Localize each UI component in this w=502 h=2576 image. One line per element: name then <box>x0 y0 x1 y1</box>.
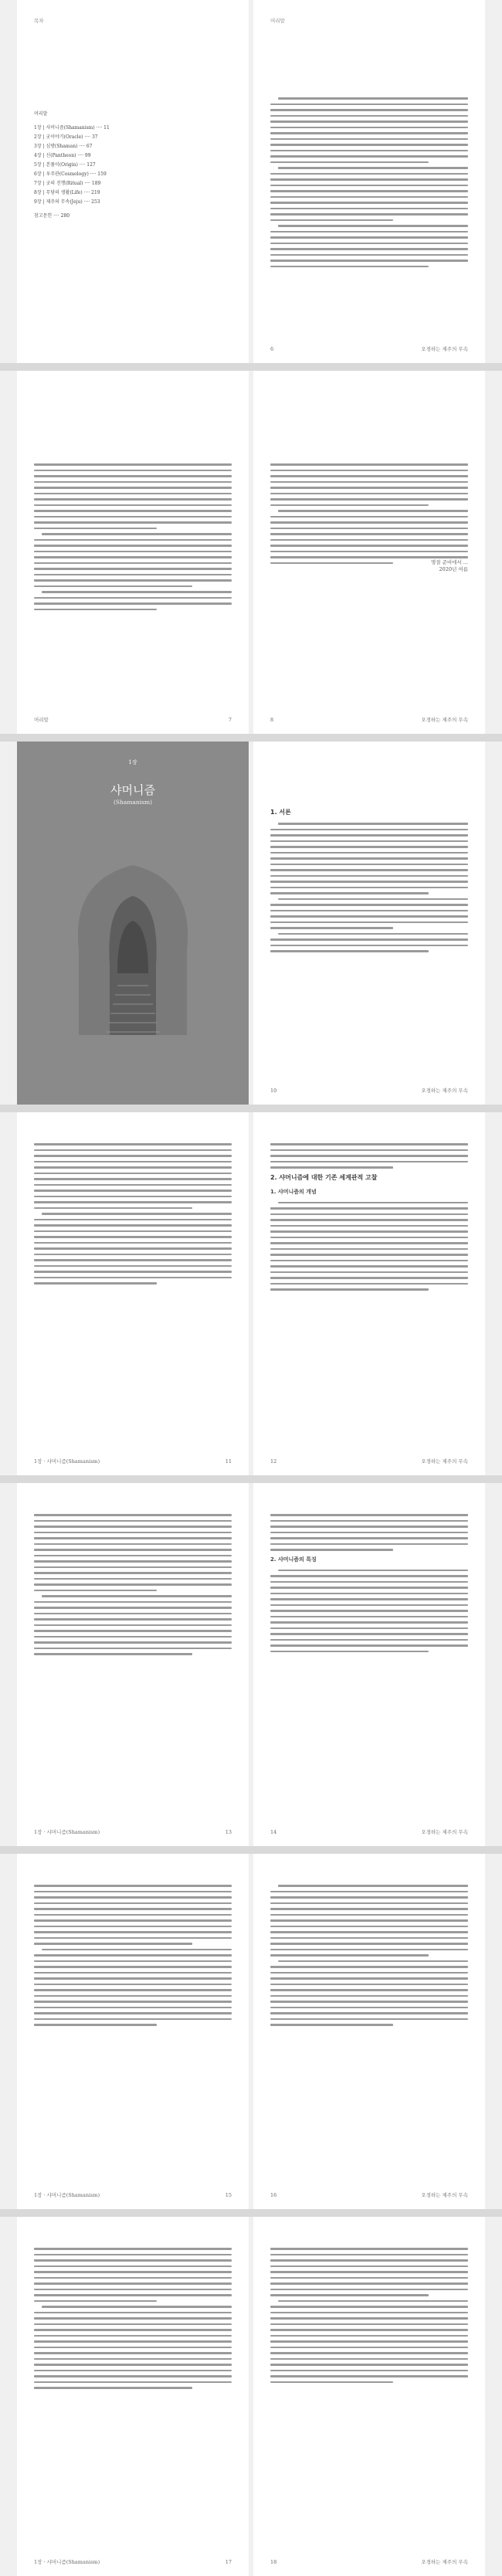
page-number: 8 <box>270 717 274 723</box>
page-number: 13 <box>225 1829 232 1835</box>
toc-item[interactable]: 참고문헌 ···· 280 <box>34 213 70 219</box>
page-header: 머리말 <box>270 18 285 24</box>
section-title: 1. 서론 <box>270 809 291 816</box>
toc-item[interactable]: 7장 | 굿의 진행(Ritual) ···· 189 <box>34 181 101 186</box>
section-title: 2. 샤머니즘에 대한 기존 세계관적 고찰 <box>270 1173 378 1181</box>
page-preface <box>253 0 485 363</box>
page-preface-cont <box>17 371 249 734</box>
page-chapter-start <box>253 742 485 1105</box>
body-text <box>34 1143 232 1288</box>
body-text <box>34 1514 232 1659</box>
page-number: 18 <box>270 2559 277 2565</box>
page-number: 12 <box>270 1458 277 1464</box>
spread-6 <box>0 1854 502 2209</box>
spread-5 <box>0 1483 502 1846</box>
body-text <box>270 1514 468 1656</box>
page-chapter-opener <box>17 742 249 1105</box>
body-text <box>270 2248 468 2387</box>
body-text <box>270 1143 468 1295</box>
page-number: 16 <box>270 2192 277 2198</box>
chapter-title: 샤머니즘 <box>110 783 155 797</box>
body-text <box>34 463 232 614</box>
chapter-label: 1장 <box>128 759 137 765</box>
page-body <box>17 1483 249 1846</box>
running-footer: 1장 · 샤머니즘(Shamanism) <box>34 2559 100 2565</box>
toc-item[interactable]: 6장 | 우주관(Cosmology) ···· 159 <box>34 171 107 177</box>
chapter-subtitle: (Shamanism) <box>113 799 153 806</box>
page-number: 10 <box>270 1088 277 1094</box>
running-footer: 머리말 <box>34 717 49 723</box>
signature-block <box>431 559 468 573</box>
page-number: 6 <box>270 346 274 352</box>
page-number: 14 <box>270 1829 277 1835</box>
page-body <box>17 1854 249 2209</box>
page-body <box>253 1483 485 1846</box>
page-number: 11 <box>225 1458 232 1464</box>
spread-4 <box>0 1112 502 1475</box>
body-text <box>270 97 468 271</box>
toc-item[interactable]: 머리말 <box>34 111 48 117</box>
head-silhouette-illustration <box>48 834 218 1035</box>
signature-line: 명절 준비에서 ... <box>430 559 468 565</box>
page-toc <box>17 0 249 363</box>
running-footer: 1장 · 샤머니즘(Shamanism) <box>34 1829 100 1835</box>
page-number: 17 <box>225 2559 232 2565</box>
page-body <box>253 1854 485 2209</box>
toc-item[interactable]: 1장 | 샤머니즘(Shamanism) ···· 11 <box>34 125 110 131</box>
running-footer: 오경하는 제주의 무속 <box>421 2192 468 2198</box>
spread-3 <box>0 742 502 1105</box>
body-text <box>34 1885 232 2030</box>
page-body <box>17 1112 249 1475</box>
running-footer: 1장 · 샤머니즘(Shamanism) <box>34 1458 100 1464</box>
page-body <box>253 1112 485 1475</box>
toc-item[interactable]: 3장 | 심방(Shaman) ···· 67 <box>34 144 93 149</box>
spread-7 <box>0 2217 502 2576</box>
table-of-contents <box>34 110 110 221</box>
page-body <box>253 2217 485 2576</box>
page-number: 7 <box>228 717 232 723</box>
page-body <box>17 2217 249 2576</box>
toc-item[interactable]: 2장 | 굿이야기(Oracle) ···· 37 <box>34 134 98 140</box>
spread-1 <box>0 0 502 363</box>
subsection-title: 2. 샤머니즘의 특징 <box>270 1556 317 1563</box>
running-footer: 1장 · 샤머니즘(Shamanism) <box>34 2192 100 2198</box>
running-footer: 오경하는 제주의 무속 <box>421 1088 468 1094</box>
body-text <box>34 2248 232 2393</box>
body-text <box>270 1885 468 2030</box>
running-footer: 오경하는 제주의 무속 <box>421 717 468 723</box>
toc-item[interactable]: 4장 | 신(Pantheon) ···· 99 <box>34 153 91 158</box>
toc-item[interactable]: 9장 | 제주의 무속(Jeju) ···· 253 <box>34 199 100 205</box>
toc-item[interactable]: 5장 | 본풀이(Origin) ···· 127 <box>34 162 96 168</box>
spread-2 <box>0 371 502 734</box>
page-number: 15 <box>225 2192 232 2198</box>
running-footer: 오경하는 제주의 무속 <box>421 1458 468 1464</box>
body-text <box>270 803 468 956</box>
signature-date: 2020년 여름 <box>439 566 468 572</box>
page-preface-end <box>253 371 485 734</box>
page-header: 목차 <box>34 18 44 24</box>
running-footer: 오경하는 제주의 무속 <box>421 1829 468 1835</box>
body-text <box>270 463 468 568</box>
running-footer: 오경하는 제주의 무속 <box>421 2559 468 2565</box>
running-footer: 오경하는 제주의 무속 <box>421 346 468 352</box>
toc-item[interactable]: 8장 | 무당의 생활(Life) ···· 219 <box>34 190 100 195</box>
subsection-title: 1. 샤머니즘의 개념 <box>270 1188 317 1195</box>
